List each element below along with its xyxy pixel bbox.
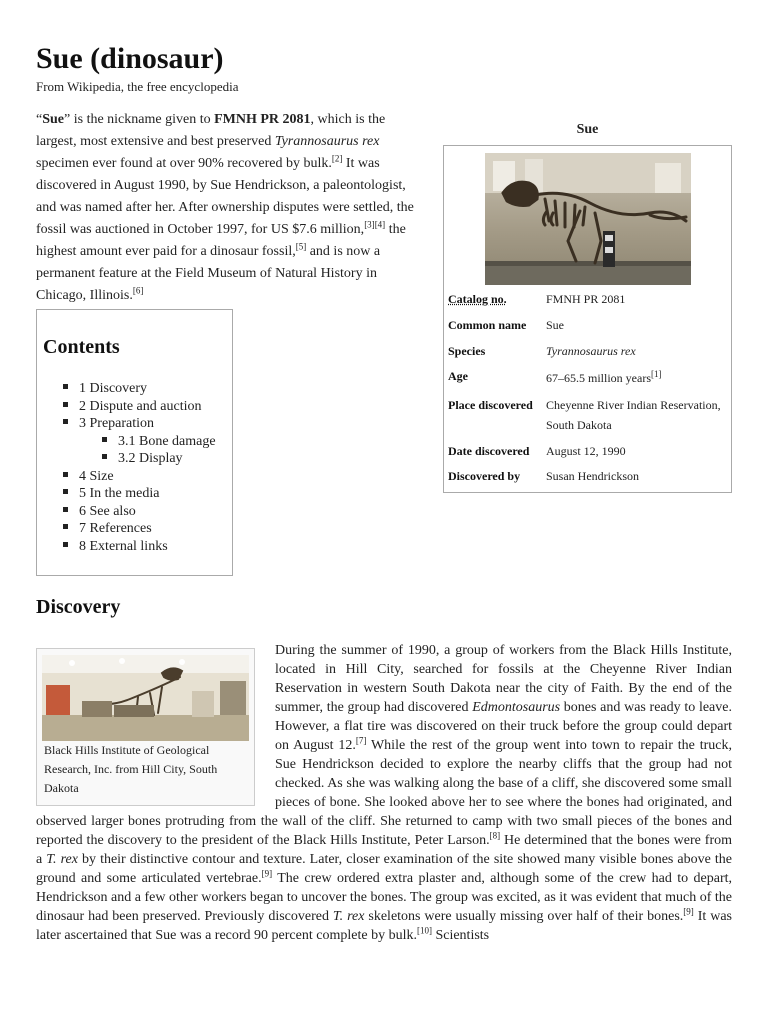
museum-panorama-image bbox=[42, 655, 249, 741]
museum-photo[interactable] bbox=[42, 655, 249, 741]
catalog-number: FMNH PR 2081 bbox=[214, 112, 311, 127]
thumbnail-caption: Black Hills Institute of Geological Research, Inc. from Hill City, South Dakota bbox=[44, 743, 218, 795]
ref-link[interactable]: [3] bbox=[364, 219, 375, 230]
infobox-label: Species bbox=[448, 344, 486, 358]
bullet-icon bbox=[63, 542, 68, 547]
dinosaur-skeleton-image bbox=[485, 153, 691, 285]
infobox-value[interactable]: Tyrannosaurus rex bbox=[546, 344, 636, 358]
toc-item-see-also[interactable]: 6 See also bbox=[63, 503, 136, 520]
toc-item-external-links[interactable]: 8 External links bbox=[63, 538, 168, 555]
toc-item-display[interactable]: 3.2 Display bbox=[102, 450, 183, 467]
infobox-value[interactable]: Susan Hendrickson bbox=[546, 469, 639, 483]
museum-thumbnail bbox=[36, 648, 255, 806]
bullet-icon bbox=[102, 454, 107, 459]
ref-link[interactable]: [1] bbox=[651, 369, 662, 379]
ref-link[interactable]: [6] bbox=[132, 285, 144, 296]
toc-item-preparation[interactable]: 3 Preparation bbox=[63, 415, 154, 432]
bullet-icon bbox=[63, 384, 68, 389]
bullet-icon bbox=[63, 402, 68, 407]
bullet-icon bbox=[63, 507, 68, 512]
infobox-value: Sue bbox=[546, 318, 564, 332]
species-link[interactable]: Tyrannosaurus rex bbox=[274, 134, 380, 149]
infobox-label: Date discovered bbox=[448, 444, 530, 458]
bullet-icon bbox=[63, 524, 68, 529]
page-subtitle: From Wikipedia, the free encyclopedia bbox=[36, 79, 239, 94]
bullet-icon bbox=[102, 437, 107, 442]
ref-link[interactable]: [4] bbox=[374, 219, 386, 230]
infobox-title: Sue bbox=[576, 122, 599, 137]
ref-link[interactable]: [8] bbox=[489, 830, 501, 841]
discovery-paragraph: During the summer of 1990, a group of workers from the Black Hills Institute, located in Hill City, searched for fossils at the Cheyenne River Indian Reservation in western South Dakota near the city of Faith. By the end of the summer, the group had discovered Edmontosaurus bones and was ready to leave. However, a flat tire was discovered on their truck before the group could depart on August 12.[7] While the rest of the group went into town to repair the truck, Sue Hendrickson decided to explore the nearby cliffs that the group had not checked. As she was walking along the base of a cliff, she discovered some small pieces of bone. She looked above her to see where the bones had originated, and observed larger bones protruding from the wall of the cliff. She returned to camp with two small pieces of the bones and reported the discovery to the president of the Black Hills Institute, Peter Larson.[8] He determined that the bones were from a T. rex by their distinctive contour and texture. Later, closer examination of the site showed many visible bones above the ground and some articulated vertebrae.[9] The crew ordered extra plaster and, although some of the crew had to depart, Hendrickson and a few other workers began to uncover the bones. The group was excited, as it was evident that much of the dinosaur had been preserved. Previously discovered T. rex skeletons were usually missing over half of their bones.[9] It was later ascertained that Sue was a record 90 percent complete by bulk.[10] Scientists bbox=[36, 643, 733, 943]
infobox-label: Place discovered bbox=[448, 398, 533, 412]
infobox-label: Discovered by bbox=[448, 469, 521, 483]
ref-link[interactable]: [9] bbox=[683, 906, 694, 917]
toc-title: Contents bbox=[43, 336, 120, 358]
table-of-contents bbox=[36, 309, 233, 576]
genus-link[interactable]: Edmontosaurus bbox=[472, 700, 561, 715]
infobox-value[interactable]: Cheyenne River Indian Reservation, South Dakota bbox=[546, 398, 721, 432]
sue-skeleton-photo[interactable] bbox=[485, 153, 691, 285]
infobox-value: August 12, 1990 bbox=[546, 444, 626, 458]
ref-link[interactable]: [9] bbox=[261, 868, 273, 879]
ref-link[interactable]: [7] bbox=[355, 735, 367, 746]
ref-link[interactable]: [10] bbox=[416, 925, 432, 936]
intro-paragraph: “Sue” is the nickname given to FMNH PR 2081, which is the largest, most extensive and best preserved Tyrannosaurus rex specimen ever found at over 90% recovered by bulk.[2] It was discovered in August 1990, by Sue Hendrickson, a paleontologist, and was named after her. After ownership disputes were settled, the fossil was auctioned in October 1997, for US $7.6 million,[3][4] the highest amount ever paid for a dinosaur fossil,[5] and is now a permanent feature at the Field Museum of Natural History in Chicago, Illinois.[6] bbox=[36, 112, 414, 303]
toc-item-dispute[interactable]: 2 Dispute and auction bbox=[63, 398, 201, 415]
toc-item-in-the-media[interactable]: 5 In the media bbox=[63, 485, 159, 502]
toc-item-size[interactable]: 4 Size bbox=[63, 468, 114, 485]
species-link[interactable]: T. rex bbox=[46, 852, 78, 867]
ref-link[interactable]: [5] bbox=[295, 241, 307, 252]
species-link[interactable]: T. rex bbox=[332, 909, 365, 924]
infobox-label: Common name bbox=[448, 318, 527, 332]
toc-item-bone-damage[interactable]: 3.1 Bone damage bbox=[102, 433, 216, 450]
infobox bbox=[443, 145, 732, 493]
toc-item-discovery[interactable]: 1 Discovery bbox=[63, 380, 147, 397]
bullet-icon bbox=[63, 472, 68, 477]
nickname: Sue bbox=[42, 112, 65, 127]
ref-link[interactable]: [2] bbox=[331, 153, 343, 164]
bullet-icon bbox=[63, 419, 68, 424]
infobox-value: 67–65.5 million years[1] bbox=[546, 369, 662, 385]
bullet-icon bbox=[63, 489, 68, 494]
infobox-value: FMNH PR 2081 bbox=[546, 292, 626, 306]
page-title: Sue (dinosaur) bbox=[36, 42, 224, 75]
infobox-label[interactable]: Catalog no. bbox=[448, 292, 507, 306]
infobox-label: Age bbox=[448, 369, 468, 383]
toc-item-references[interactable]: 7 References bbox=[63, 520, 152, 537]
section-heading-discovery: Discovery bbox=[36, 596, 121, 618]
